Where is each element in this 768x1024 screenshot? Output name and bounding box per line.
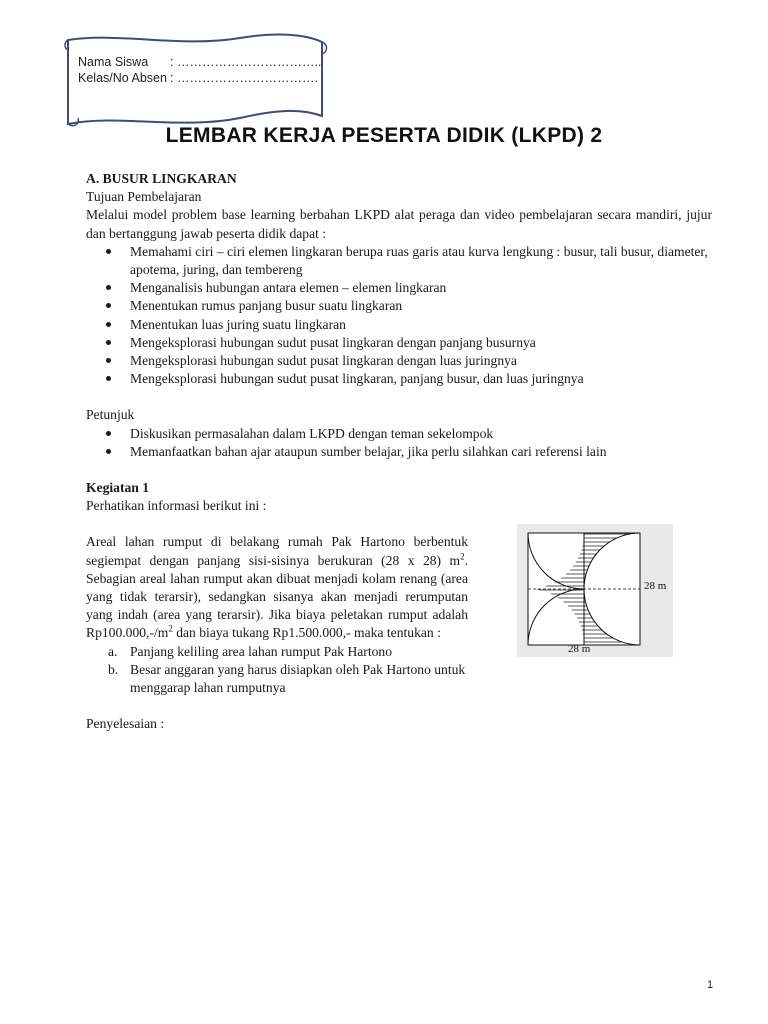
list-item: a. Panjang keliling area lahan rumput Pak Hartono [108,643,392,659]
activity-heading: Kegiatan 1 [86,480,150,496]
student-name-row [78,54,321,70]
list-item: Mengeksplorasi hubungan sudut pusat lingkaran, panjang busur, dan luas juringnya [86,370,712,388]
student-class-label: Kelas/No Absen [78,71,167,85]
student-class-row [78,70,321,86]
garden-diagram [517,524,673,657]
list-item: Menentukan luas juring suatu lingkaran [86,316,712,334]
question-list [86,643,468,698]
side-dimension-label: 28 m [644,580,667,592]
student-class-field[interactable]: : ……………………………. [170,71,318,85]
list-item: Mengeksplorasi hubungan sudut pusat lingkaran dengan luas juringnya [86,352,712,370]
section-heading: A. BUSUR LINGKARAN [86,171,237,186]
list-item: Menentukan rumus panjang busur suatu lingkaran [86,297,712,315]
list-item: b. Besar anggaran yang harus disiapkan oleh Pak Hartono untuk menggarap lahan rumputnya [108,661,466,696]
activity-prompt: Perhatikan informasi berikut ini : [86,498,267,514]
garden-figure [517,524,673,657]
student-info-scroll [60,28,330,138]
bottom-dimension-label: 28 m [568,643,591,655]
page-title: LEMBAR KERJA PESERTA DIDIK (LKPD) 2 [165,124,603,147]
objectives-heading: Tujuan Pembelajaran [86,189,202,205]
student-name-label: Nama Siswa [78,55,149,69]
list-item: Menganalisis hubungan antara elemen – elemen lingkaran [86,279,712,297]
list-item: Memahami ciri – ciri elemen lingkaran berupa ruas garis atau kurva lengkung : busur, tali busur, diameter, apotema, juring, dan tembereng [86,243,712,279]
problem-column [86,533,468,697]
problem-text: Areal lahan rumput di belakang rumah Pak Hartono berbentuk segiempat dengan panjang sisi-sisinya berukuran (28 x 28) $m^2$. Sebagian areal lahan rumput akan dibuat menjadi kolam renang (area yang tidak terarsir), sedangkan sisanya akan menjadi rerumputan yang indah (area yang terarsir). Jika biaya peletakan rumput adalah $Rp100.000,-/m^2$ dan biaya tukang Rp1.500.000,- maka tentukan : [86,534,468,641]
instructions-list [86,425,712,461]
objectives-intro: Melalui model problem base learning berbahan LKPD alat peraga dan video pembelajaran secara mandiri, jujur dan bertanggung jawab peserta didik dapat : [86,207,712,241]
page-number: 1 [706,979,714,991]
solution-label: Penyelesaian : [86,716,165,732]
instructions-heading: Petunjuk [86,407,135,423]
list-item: Diskusikan permasalahan dalam LKPD dengan teman sekelompok [86,425,712,443]
objectives-list [86,243,712,389]
list-item: Mengeksplorasi hubungan sudut pusat lingkaran dengan panjang busurnya [86,334,712,352]
list-item: Memanfaatkan bahan ajar ataupun sumber belajar, jika perlu silahkan cari referensi lain [86,443,712,461]
student-name-field[interactable]: : …………………………….. [170,55,322,69]
